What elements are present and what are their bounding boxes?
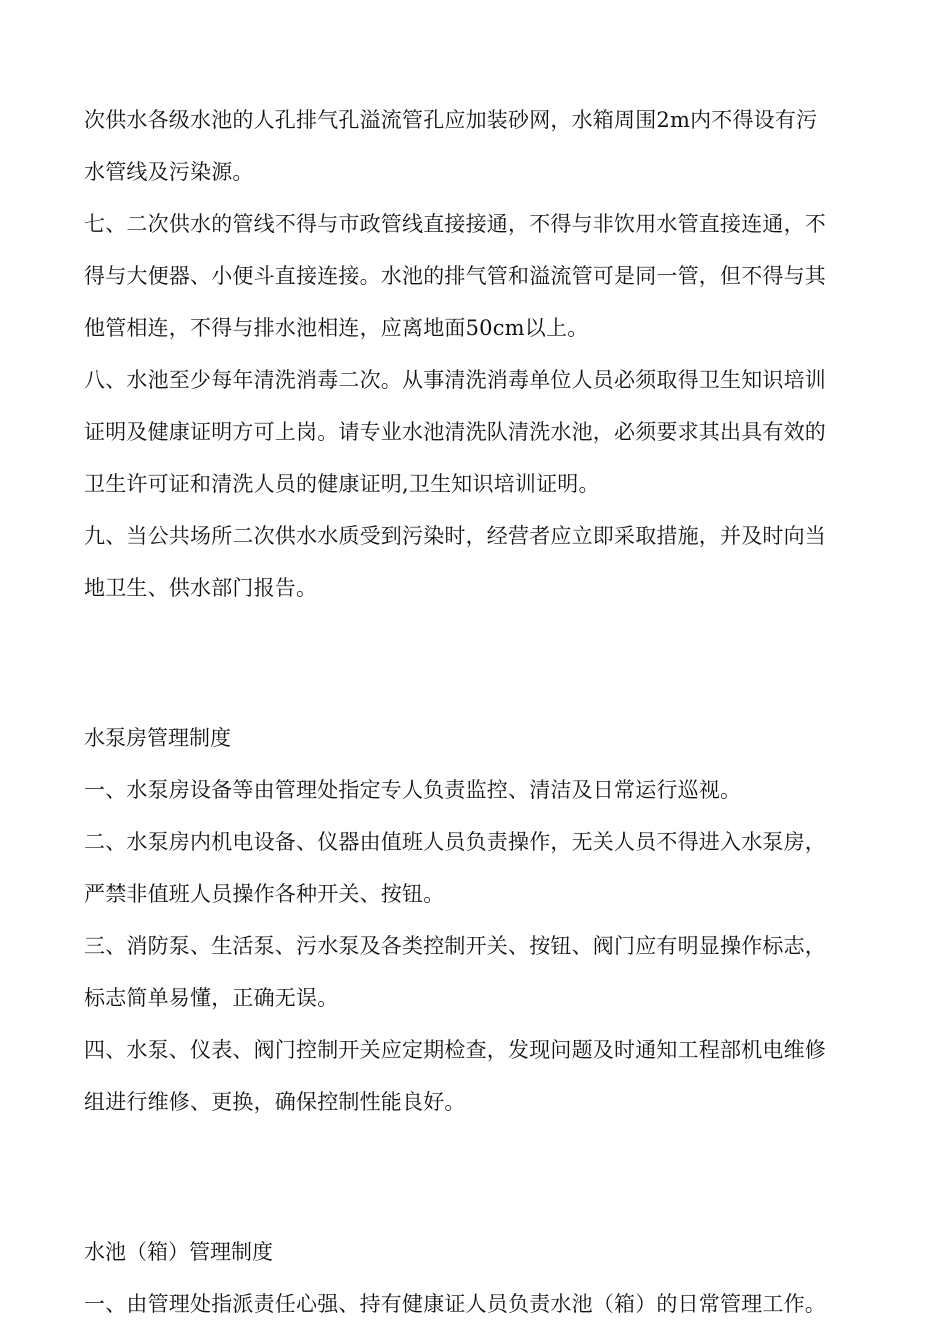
document-body (84, 94, 869, 1330)
text-line: 水管线及污染源。 (84, 160, 254, 184)
text-line: 一、水泵房设备等由管理处指定专人负责监控、清洁及日常运行巡视。 (84, 778, 742, 802)
paragraph-item-8 (84, 354, 869, 510)
text-line: 得与大便器、小便斗直接连接。水池的排气管和溢流管可是同一管，但不得与其 (84, 264, 826, 288)
text-line: 地卫生、供水部门报告。 (84, 576, 318, 600)
text-line: 三、消防泵、生活泵、污水泵及各类控制开关、按钮、阀门应有明显操作标志， (84, 934, 826, 958)
paragraph-item-7 (84, 198, 869, 354)
section-title-water-tank: 水池（箱）管理制度 (84, 1240, 273, 1264)
paragraph-tank-item-1 (84, 1278, 869, 1330)
text-line: 卫生许可证和清洗人员的健康证明,卫生知识培训证明。 (84, 472, 600, 496)
text-line: 七、二次供水的管线不得与市政管线直接接通，不得与非饮用水管直接连通，不 (84, 212, 826, 236)
paragraph-pump-item-1 (84, 764, 869, 816)
text-line: 严禁非值班人员操作各种开关、按钮。 (84, 882, 445, 906)
paragraph-item-9 (84, 510, 869, 614)
paragraph-inlet-screens (84, 94, 869, 198)
text-line: 证明及健康证明方可上岗。请专业水池清洗队清洗水池，必须要求其出具有效的 (84, 420, 826, 444)
text-line: 九、当公共场所二次供水水质受到污染时，经营者应立即采取措施，并及时向当 (84, 524, 826, 548)
text-line: 一、由管理处指派责任心强、持有健康证人员负责水池（箱）的日常管理工作。 (84, 1292, 826, 1316)
text-line: 八、水池至少每年清洗消毒二次。从事清洗消毒单位人员必须取得卫生知识培训 (84, 368, 826, 392)
section-title-pump-room: 水泵房管理制度 (84, 726, 231, 750)
text-line: 他管相连，不得与排水池相连，应离地面50cm以上。 (84, 316, 589, 340)
section-spacer (84, 1128, 869, 1226)
paragraph-pump-item-3 (84, 920, 869, 1024)
paragraph-pump-item-2 (84, 816, 869, 920)
text-line: 四、水泵、仪表、阀门控制开关应定期检查，发现问题及时通知工程部机电维修 (84, 1038, 826, 1062)
text-line: 二、水泵房内机电设备、仪器由值班人员负责操作，无关人员不得进入水泵房， (84, 830, 826, 854)
paragraph-pump-item-4 (84, 1024, 869, 1128)
text-line: 组进行维修、更换，确保控制性能良好。 (84, 1090, 466, 1114)
section-spacer (84, 614, 869, 712)
text-line: 次供水各级水池的人孔排气孔溢流管孔应加装砂网，水箱周围2m内不得设有污 (84, 108, 818, 132)
text-line: 标志简单易懂，正确无误。 (84, 986, 339, 1010)
